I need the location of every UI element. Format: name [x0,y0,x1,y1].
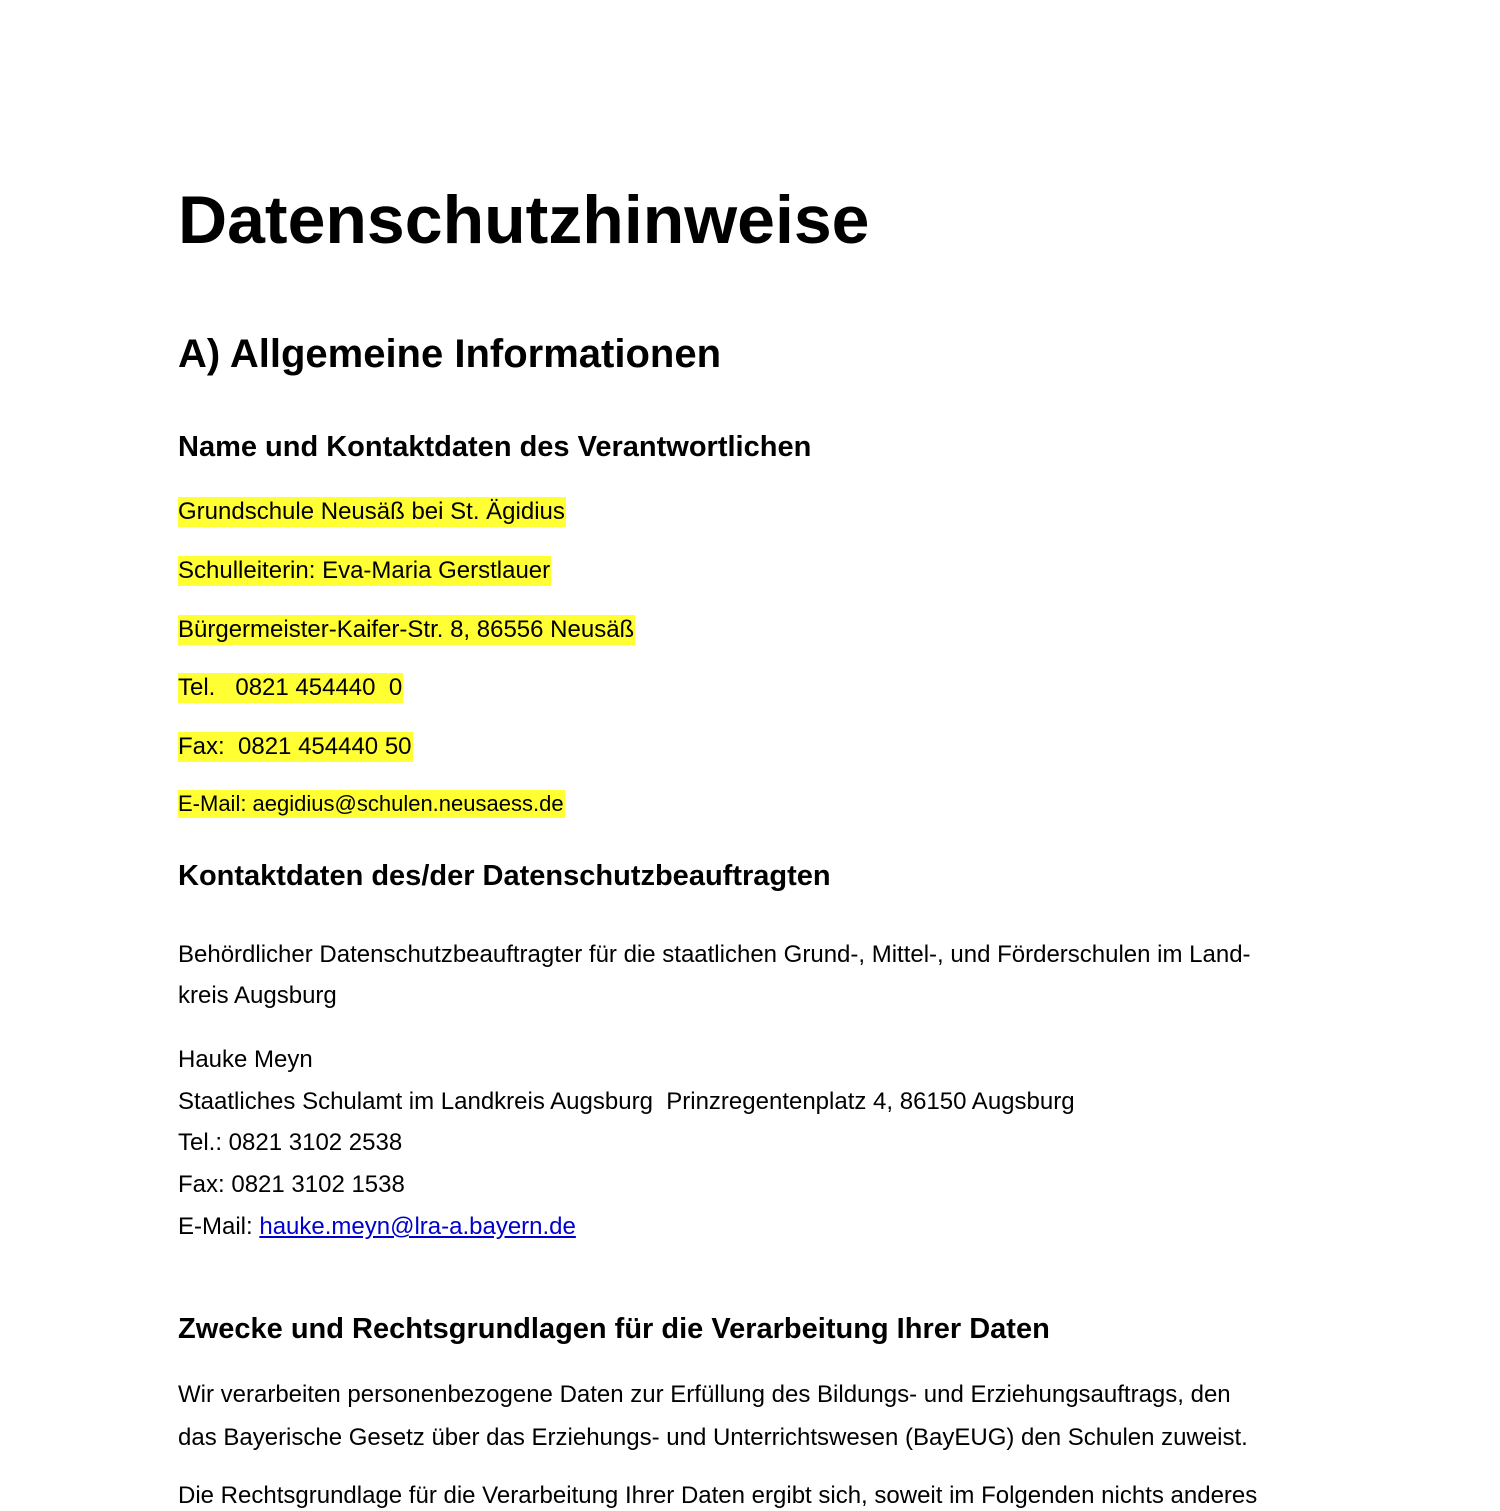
school-fax: Fax: 0821 454440 50 [178,733,412,760]
purposes-para2-line1: Die Rechtsgrundlage für die Verarbeitung Ihrer Daten ergibt sich, soweit im Folgenden nichts anderes [178,1482,1258,1509]
dpo-contact-block [178,1039,1075,1248]
dpo-description-line2: kreis Augsburg [178,982,337,1009]
page-title: Datenschutzhinweise [178,182,870,258]
dpo-email-link[interactable]: hauke.meyn@lra-a.bayern.de [259,1212,576,1240]
dpo-email-row [178,1206,1075,1248]
dpo-email-label: E-Mail: [178,1212,260,1240]
dpo-fax: Fax: 0821 3102 1538 [178,1171,405,1199]
controller-heading: Name und Kontaktdaten des Verantwortlichen [178,431,812,463]
school-address: Bürgermeister-Kaifer-Str. 8, 86556 Neusäß [178,616,635,643]
school-name: Grundschule Neusäß bei St. Ägidius [178,498,565,525]
purposes-para1-line2: das Bayerische Gesetz über das Erziehungs- und Unterrichtswesen (BayEUG) den Schulen zuweist. [178,1424,1248,1451]
school-phone: Tel. 0821 454440 0 [178,674,403,701]
school-email: E-Mail: aegidius@schulen.neusaess.de [178,791,564,816]
purposes-heading: Zwecke und Rechtsgrundlagen für die Verarbeitung Ihrer Daten [178,1313,1050,1345]
principal-name: Schulleiterin: Eva-Maria Gerstlauer [178,557,551,584]
section-a-heading: A) Allgemeine Informationen [178,332,722,376]
dpo-name: Hauke Meyn [178,1046,313,1073]
purposes-para1-line1: Wir verarbeiten personenbezogene Daten zur Erfüllung des Bildungs- und Erziehungsauftrags, den [178,1381,1231,1408]
dpo-description-line1: Behördlicher Datenschutzbeauftragter für die staatlichen Grund-, Mittel-, und Förderschulen im Land- [178,941,1251,968]
dpo-office-address: Staatliches Schulamt im Landkreis Augsburg Prinzregentenplatz 4, 86150 Augsburg [178,1087,1075,1115]
dpo-heading: Kontaktdaten des/der Datenschutzbeauftragten [178,860,831,892]
dpo-phone: Tel.: 0821 3102 2538 [178,1129,403,1157]
